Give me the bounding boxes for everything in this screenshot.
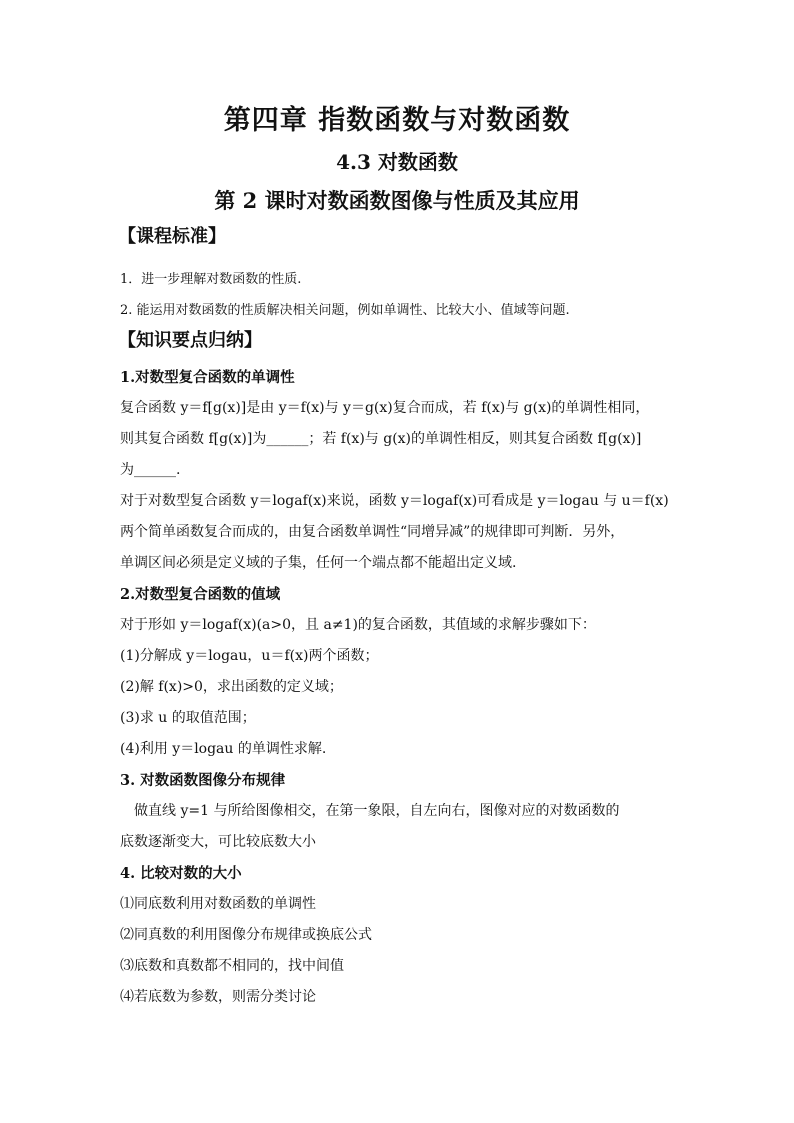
- standard-item: 1．进一步理解对数函数的性质.: [120, 272, 302, 287]
- standard-item: 2. 能运用对数函数的性质解决相关问题，例如单调性、比较大小、值域等问题.: [120, 303, 570, 318]
- point-1-heading: 1.对数型复合函数的单调性: [120, 369, 295, 386]
- chapter-title: 第四章 指数函数与对数函数: [223, 105, 571, 136]
- section-title: 4.3 对数函数: [336, 150, 458, 174]
- standards-list: [120, 264, 680, 326]
- point-1-line: 两个简单函数复合而成的，由复合函数单调性“同增异减”的规律即可判断．另外，: [120, 524, 625, 540]
- point-1-line: 则其复合函数 f[g(x)]为______；若 f(x)与 g(x)的单调性相反，则其复合函数 f[g(x)]: [120, 431, 642, 447]
- point-1-line: 对于对数型复合函数 y＝logaf(x)来说，函数 y＝logaf(x)可看成是 y＝logau 与 u＝f(x): [120, 493, 669, 509]
- point-4-line: ⑵同真数的利用图像分布规律或换底公式: [120, 927, 372, 943]
- lesson-title: 第 2 课时对数函数图像与性质及其应用: [214, 188, 580, 213]
- point-4-line: ⑴同底数利用对数函数的单调性: [120, 896, 316, 912]
- standards-heading: 【课程标准】: [118, 226, 226, 247]
- point-2-line: (4)利用 y＝logau 的单调性求解.: [120, 741, 327, 757]
- point-4-line: ⑷若底数为参数，则需分类讨论: [120, 989, 316, 1005]
- point-3-heading: 3. 对数函数图像分布规律: [120, 772, 286, 789]
- point-2-line: (2)解 f(x)>0，求出函数的定义域；: [120, 679, 343, 695]
- point-3-line: 做直线 y=1 与所给图像相交，在第一象限，自左向右，图像对应的对数函数的: [134, 803, 620, 819]
- point-2-line: (1)分解成 y＝logau，u＝f(x)两个函数；: [120, 648, 379, 664]
- point-1-line: 为______.: [120, 462, 181, 478]
- point-3-line: 底数逐渐变大，可比较底数大小: [120, 834, 316, 850]
- knowledge-body: [120, 362, 680, 1013]
- point-1-line: 单调区间必须是定义域的子集，任何一个端点都不能超出定义域.: [120, 555, 517, 571]
- point-2-line: (3)求 u 的取值范围；: [120, 710, 256, 726]
- point-1-line: 复合函数 y＝f[g(x)]是由 y＝f(x)与 y＝g(x)复合而成，若 f(x)与 g(x)的单调性相同，: [120, 400, 650, 416]
- point-4-heading: 4. 比较对数的大小: [120, 865, 242, 882]
- point-2-heading: 2.对数型复合函数的值域: [120, 586, 281, 603]
- knowledge-heading: 【知识要点归纳】: [118, 330, 262, 351]
- point-4-line: ⑶底数和真数都不相同的，找中间值: [120, 958, 344, 974]
- point-2-line: 对于形如 y＝logaf(x)(a>0，且 a≠1)的复合函数，其值域的求解步骤如下：: [120, 617, 596, 633]
